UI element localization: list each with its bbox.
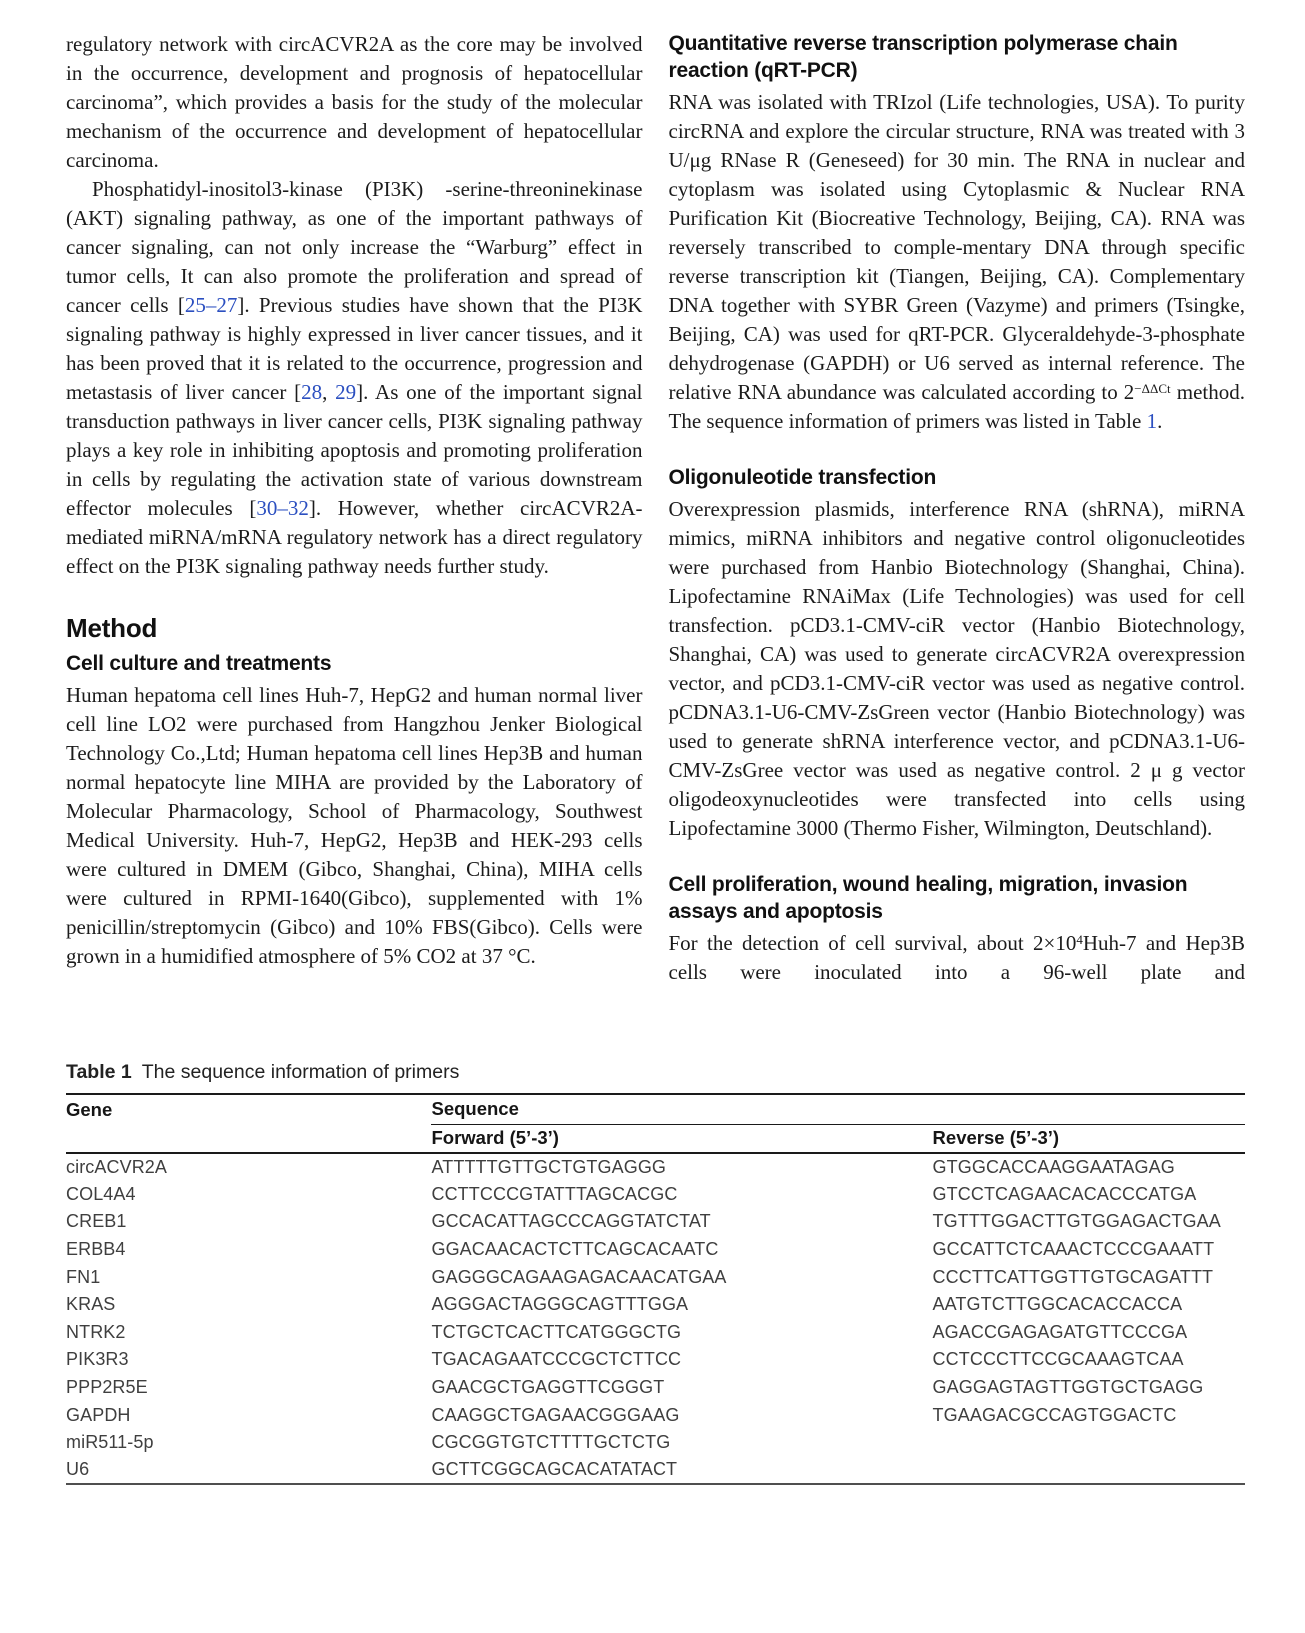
qrt-pcr-heading: Quantitative reverse transcription polymerase chain reaction (qRT-PCR): [668, 32, 1178, 82]
table-row: [66, 1457, 1245, 1485]
cell-gene: ERBB4: [66, 1239, 126, 1260]
method-heading: Method: [66, 613, 158, 643]
cell-reverse: [933, 1457, 1245, 1485]
citation-link[interactable]: 28: [301, 380, 323, 404]
text-run: ,: [322, 380, 336, 404]
text-run: ]. As one of the important signal transduction pathways in liver cancer cells, PI3K signaling pathway plays a key role in inhibiting apoptosis and promoting proliferation in cells by regulating the activation state of various downstream effector molecules [: [66, 380, 643, 520]
table-1-caption-label: Table 1: [66, 1061, 132, 1083]
cell-reverse: CCTCCCTTCCGCAAAGTCAA: [932, 1349, 1184, 1370]
cell-forward: GGACAACACTCTTCAGCACAATC: [431, 1239, 719, 1260]
table-1-caption: [66, 1061, 1245, 1095]
cell-forward: TCTGCTCACTTCATGGGCTG: [431, 1321, 682, 1342]
cell-forward: GCCACATTAGCCCAGGTATCTAT: [431, 1211, 711, 1232]
primer-sequence-table: [66, 1095, 1245, 1485]
cell-reverse: GTCCTCAGAACACACCCATGA: [932, 1183, 1197, 1204]
cell-forward: CGCGGTGTCTTTTGCTCTG: [431, 1432, 671, 1453]
paragraph-oligonucleotide: [669, 495, 1246, 843]
text-run: For the detection of cell survival, about 2×10: [668, 931, 1077, 955]
text-run: Huh-7 and Hep3B cells were inoculated into a 96-well plate and: [668, 931, 1245, 984]
table-row: [66, 1401, 1245, 1429]
cell-reverse: AGACCGAGAGATGTTCCCGA: [932, 1321, 1188, 1342]
cell-forward: CCTTCCCGTATTTAGCACGC: [431, 1183, 678, 1204]
text-run: Phosphatidyl-inositol3-kinase (PI3K) -serine-threoninekinase (AKT) signaling pathway, as one of the important pathways of cancer signaling, can not only increase the “Warburg” effect in tumor cells, It can also promote the proliferation and spread of cancer cells [: [66, 177, 643, 317]
superscript: 4: [1076, 931, 1083, 947]
table-row: [66, 1374, 1245, 1402]
two-column-text: [66, 30, 1245, 987]
table-row: [66, 1319, 1245, 1347]
cell-gene: NTRK2: [66, 1321, 126, 1342]
paragraph-cell-proliferation: [669, 929, 1246, 987]
cell-gene: miR511-5p: [66, 1432, 154, 1453]
table-row: [66, 1429, 1245, 1457]
cell-forward: GAGGGCAGAAGAGACAACATGAA: [431, 1266, 727, 1287]
cell-culture-heading: Cell culture and treatments: [66, 652, 332, 675]
cell-gene: PPP2R5E: [66, 1377, 148, 1398]
text-run: method. The sequence information of primers was listed in Table: [668, 380, 1245, 433]
cell-reverse: CCCTTCATTGGTTGTGCAGATTT: [932, 1266, 1214, 1287]
oligonucleotide-heading: Oligonuleotide transfection: [668, 466, 937, 489]
paragraph-cell-culture: [66, 681, 643, 971]
column-header-forward: Forward (5’-3’): [431, 1124, 932, 1153]
column-header-gene-spacer: [66, 1124, 431, 1153]
cell-forward: TGACAGAATCCCGCTCTTCC: [431, 1349, 682, 1370]
cell-gene: FN1: [66, 1266, 101, 1287]
cell-gene: CREB1: [66, 1211, 127, 1232]
right-column: [669, 30, 1246, 987]
cell-reverse: AATGTCTTGGCACACCACCA: [932, 1294, 1183, 1315]
text-run: regulatory network with circACVR2A as the core may be involved in the occurrence, development and prognosis of hepatocellular carcinoma”, which provides a basis for the study of the molecular mechanism of the occurrence and development of hepatocellular carcinoma.: [66, 32, 643, 172]
cell-gene: PIK3R3: [66, 1349, 129, 1370]
citation-link[interactable]: 30–32: [256, 496, 309, 520]
table-row: [66, 1346, 1245, 1374]
paragraph-qrt-pcr: [669, 88, 1246, 436]
text-run: RNA was isolated with TRIzol (Life technologies, USA). To purity circRNA and explore the circular structure, RNA was treated with 3 U/μg RNase R (Geneseed) for 30 min. The RNA in nuclear and cytoplasm was isolated using Cytoplasmic & Nuclear RNA Purification Kit (Biocreative Technology, Beijing, CA). RNA was reversely transcribed to comple-mentary DNA through specific reverse transcription kit (Tiangen, Beijing, CA). Complementary DNA together with SYBR Green (Vazyme) and primers (Tsingke, Beijing, CA) was used for qRT-PCR. Glyceraldehyde-3-phosphate dehydrogenase (GAPDH) or U6 served as internal reference. The relative RNA abundance was calculated according to 2: [668, 90, 1245, 404]
text-run: Overexpression plasmids, interference RNA (shRNA), miRNA mimics, miRNA inhibitors and negative control oligonucleotides were purchased from Hanbio Biotechnology (Shanghai, China). Lipofectamine RNAiMax (Life Technologies) was used for cell transfection. pCD3.1-CMV-ciR vector (Hanbio Biotechnology, Shanghai, CA) was used to generate circACVR2A overexpression vector, and pCD3.1-CMV-ciR vector was used as negative control. pCDNA3.1-U6-CMV-ZsGreen vector (Hanbio Biotechnology) was used to generate shRNA interference vector, and pCDNA3.1-U6-CMV-ZsGree vector was used as negative control. 2 μ g vector oligodeoxynucleotides were transfected into cells using Lipofectamine 3000 (Thermo Fisher, Wilmington, Deutschland).: [668, 497, 1245, 840]
cell-reverse: GAGGAGTAGTTGGTGCTGAGG: [932, 1377, 1204, 1398]
primer-table-header: [66, 1095, 1245, 1153]
cell-reverse: GCCATTCTCAAACTCCCGAAATT: [932, 1239, 1215, 1260]
left-column: [66, 30, 643, 971]
superscript: −ΔΔCt: [1134, 380, 1171, 396]
cell-gene: COL4A4: [66, 1183, 136, 1204]
cell-gene: circACVR2A: [66, 1156, 168, 1177]
text-run: ]. However, whether circACVR2A-mediated miRNA/mRNA regulatory network has a direct regulatory effect on the PI3K signaling pathway needs further study.: [66, 496, 643, 578]
primer-table-body: [66, 1153, 1245, 1484]
cell-forward: AGGGACTAGGGCAGTTTGGA: [431, 1294, 689, 1315]
cell-gene: KRAS: [66, 1294, 116, 1315]
cell-forward: ATTTTTGTTGCTGTGAGGG: [431, 1156, 667, 1177]
table-row: [66, 1208, 1245, 1236]
table-1-caption-text: The sequence information of primers: [141, 1061, 460, 1083]
table-row: [66, 1181, 1245, 1209]
cell-reverse: GTGGCACCAAGGAATAGAG: [932, 1156, 1175, 1177]
cell-reverse: TGTTTGGACTTGTGGAGACTGAA: [932, 1211, 1221, 1232]
paragraph-continuation: [66, 30, 643, 175]
column-header-reverse: Reverse (5’-3’): [933, 1124, 1245, 1153]
column-header-gene: Gene: [66, 1098, 113, 1120]
paragraph-pi3k-pathway: [66, 175, 643, 581]
text-run: .: [1157, 409, 1163, 433]
cell-forward: GAACGCTGAGGTTCGGGT: [431, 1377, 665, 1398]
cell-reverse: [933, 1429, 1245, 1457]
column-header-sequence: Sequence: [431, 1095, 1245, 1124]
table-row: [66, 1153, 1245, 1181]
cell-forward: GCTTCGGCAGCACATATACT: [431, 1457, 932, 1485]
text-run: ]. Previous studies have shown that the PI3K signaling pathway is highly expressed in liver cancer tissues, and it has been proved that it is related to the occurrence, progression and metastasis of liver cancer [: [66, 293, 643, 404]
cell-reverse: TGAAGACGCCAGTGGACTC: [932, 1404, 1177, 1425]
citation-link[interactable]: 29: [335, 380, 357, 404]
table-row: [66, 1291, 1245, 1319]
citation-link[interactable]: 25–27: [184, 293, 238, 317]
cell-forward: CAAGGCTGAGAACGGGAAG: [431, 1404, 680, 1425]
cell-gene: GAPDH: [66, 1404, 131, 1425]
text-run: Human hepatoma cell lines Huh-7, HepG2 and human normal liver cell line LO2 were purchased from Hangzhou Jenker Biological Technology Co.,Ltd; Human hepatoma cell lines Hep3B and human normal hepatocyte line MIHA are provided by the Laboratory of Molecular Pharmacology, School of Pharmacology, Southwest Medical University. Huh-7, HepG2, Hep3B and HEK-293 cells were cultured in DMEM (Gibco, Shanghai, China), MIHA cells were cultured in RPMI-1640(Gibco), supplemented with 1% penicillin/streptomycin (Gibco) and 10% FBS(Gibco). Cells were grown in a humidified atmosphere of 5% CO2 at 37 °C.: [66, 683, 643, 968]
table-1: [66, 1061, 1245, 1485]
cell-proliferation-heading: Cell proliferation, wound healing, migration, invasion assays and apoptosis: [668, 873, 1188, 923]
table-row: [66, 1236, 1245, 1264]
table-row: [66, 1263, 1245, 1291]
citation-link[interactable]: 1: [1146, 409, 1158, 433]
cell-gene: U6: [66, 1457, 431, 1485]
